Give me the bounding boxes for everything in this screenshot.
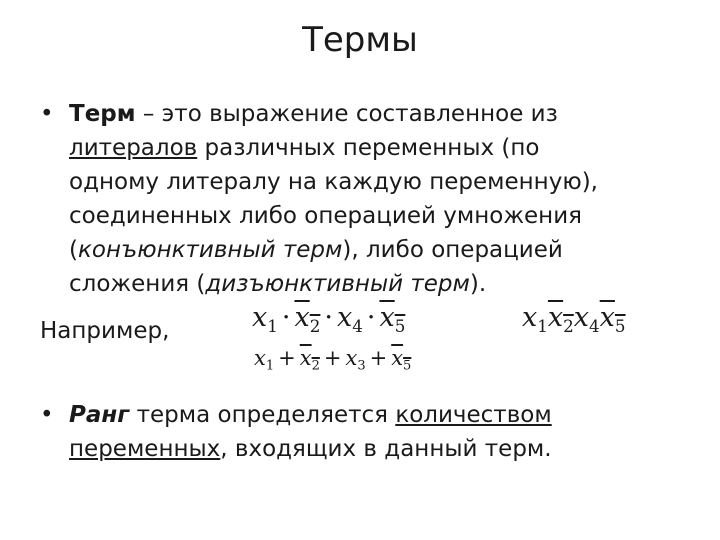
f1-op-3: · [366,302,376,333]
bullet-line-1 [40,97,680,131]
line1-text: – это выражение составленное из [135,101,558,127]
line5-text: ), либо операцией [342,237,563,263]
f3-op-3: + [369,346,388,370]
bullet-line-5 [40,233,680,267]
term-keyword: Терм [69,101,136,127]
formula-conjunctive-compact [522,302,626,336]
quantity-link: количеством [395,402,552,428]
f3-var-1: $x_1$ [254,346,275,374]
literals-link: литералов [69,135,198,161]
f1-var-4: $x_5$ [379,302,406,336]
f3-var-3: $x_3$ [345,346,366,374]
line6-end: ). [469,271,487,297]
f2-var-2: $x_2$ [547,302,574,336]
bullet-line-2 [40,131,680,165]
formula-disjunctive [254,346,411,374]
line6-start: сложения ( [69,271,206,297]
bullet-line-6 [40,267,680,301]
f2-var-1: $x_1$ [522,302,548,336]
rank-line-2 [40,432,680,466]
rank-line2-text: , входящих в данный терм. [220,436,552,462]
f2-var-3: $x_4$ [573,302,600,336]
f1-var-1: $x_1$ [252,302,278,336]
f1-op-1: · [281,302,291,333]
bullet-dot: • [40,101,54,127]
f1-op-2: · [324,302,333,333]
f3-var-2: $x_2$ [299,346,320,374]
bullet-dot: • [40,402,54,428]
bullet-term-definition [40,97,680,301]
f3-var-4: $x_5$ [391,346,412,374]
bullet-rank-definition [40,398,680,466]
variables-link: переменных [69,436,221,462]
conjunctive-term: конъюнктивный терм [77,237,343,263]
example-label: Например, [40,318,170,344]
f1-var-2: $x_2$ [294,302,321,336]
rank-keyword: Ранг [69,402,130,428]
bullet-line-3: одному литералу на каждую переменную), [69,169,598,195]
line2-text: различных переменных (по [197,135,540,161]
slide-title: Термы [302,20,418,60]
disjunctive-term: дизъюнктивный терм [205,271,470,297]
bullet-line-4: соединенных либо операцией умножения [69,203,583,229]
formula-conjunctive-dot [252,302,405,336]
f3-op-1: + [278,346,296,370]
f1-var-3: $x_4$ [336,302,363,336]
f3-op-2: + [323,346,342,370]
line5-open: ( [69,237,78,263]
rank-line1-text: терма определяется [129,402,396,428]
f2-var-4: $x_5$ [599,302,626,336]
rank-line-1 [40,398,680,432]
